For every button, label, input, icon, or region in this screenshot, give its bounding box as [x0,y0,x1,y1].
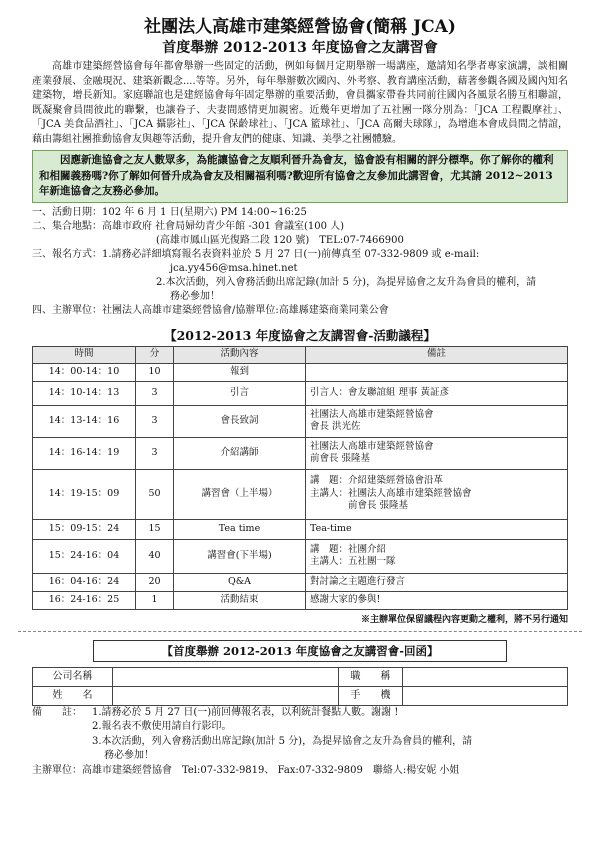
note-3: 3.本次活動，列入會務活動出席記錄(加計 5 分)，為提昇協會之友升為會員的權利，請 [92,735,473,747]
signup-step-2-cont: 務必參加！ [170,290,220,302]
host-value: 社團法人高雄市建築經營協會/協辦單位:高雄縣建築商業同業公會 [102,304,389,316]
row-item: 活動結束 [174,591,306,609]
row-min: 3 [136,381,174,405]
info-venue [32,220,568,234]
table-row [33,363,568,381]
mobile-label: 手 機 [339,686,403,705]
row-time: 15：24-16：04 [33,539,136,573]
document-subtitle: 首度舉辦 2012-2013 年度協會之友講習會 [162,40,438,56]
date-label: 一、活動日期： [32,206,102,218]
host-label: 四、主辦單位： [32,304,102,316]
row-time: 15：09-15：24 [33,519,136,539]
row-min: 15 [136,519,174,539]
date-value: 102 年 6 月 1 日(星期六) PM 14:00~16:25 [102,206,307,218]
row-min: 1 [136,591,174,609]
position-label: 職 稱 [339,667,403,686]
row-item: 報到 [174,363,306,381]
mobile-field[interactable] [403,686,568,705]
row-note [306,405,568,437]
row-note-line: 講 題：介紹建築經營協會沿革 [310,475,444,487]
reply-notes [32,706,568,779]
row-min: 40 [136,539,174,573]
info-signup [32,248,568,262]
reply-form [32,667,568,706]
row-note-line: 前會長 張隆基 [310,453,371,464]
row-item: 介紹講師 [174,437,306,469]
row-item: 講習會（上半場） [174,469,306,519]
row-time: 14：19-15：09 [33,469,136,519]
note-2: 2.報名表不敷使用請自行影印。 [92,721,232,732]
row-note [306,363,568,381]
signup-step-1: 1.請務必詳細填寫報名表資料並於 5 月 27 日(一)前傳真至 07-332-9809 或 e-mail: [102,248,480,260]
table-row [33,573,568,591]
row-note [306,469,568,519]
info-date [32,206,568,220]
agenda-header-row [33,346,568,363]
name-label: 姓 名 [33,686,113,705]
table-row [33,405,568,437]
row-note: 感謝大家的參與! [306,591,568,609]
row-min: 10 [136,363,174,381]
row-note-line: 社團法人高雄市建築經營協會 [310,408,434,420]
info-host [32,304,568,318]
row-note [306,437,568,469]
row-item: 講習會(下半場) [174,539,306,573]
agenda-footnote: ※主辦單位保留議程內容更動之權利，將不另行通知 [360,614,568,625]
row-time: 14：13-14：16 [33,405,136,437]
reply-host-line: 主辦單位：高雄市建築經營協會 Tel:07-332-9819、 Fax:07-332-9809 聯絡人:楊安妮 小姐 [32,764,460,776]
name-field[interactable] [113,686,339,705]
notice-box: 因應新進協會之友人數眾多，為能讓協會之友順利晉升為會友，協會設有相關的評分標準。你了解你的權利和相關義務嗎?你了解如何晉升成為會友及相關福利嗎?歡迎所有協會之友參加此講習會，尤其請 2012~2013 年新進協會之友務必參加。 [32,150,568,203]
row-item: Tea time [174,519,306,539]
notes-label: 備 註： [32,706,82,718]
table-row [33,437,568,469]
row-note-line: 講 題：社團介紹 [310,543,387,555]
reply-title: 【首度舉辦 2012-2013 年度協會之友講習會-回函】 [93,640,507,662]
row-time: 16：04-16：24 [33,573,136,591]
signup-step-2: 2.本次活動，列入會務活動出席記錄(加計 5 分)，為提昇協會之友升為會員的權利，請 [156,276,537,288]
row-note: 對討論之主題進行發言 [306,573,568,591]
company-field[interactable] [113,667,339,686]
row-time: 14：16-14：19 [33,437,136,469]
venue-address: (高雄市鳳山區光復路二段 120 號) TEL:07-7466900 [156,234,404,246]
agenda-header-note: 備註 [306,346,568,363]
reply-row-company [33,667,568,686]
row-item: 會長致詞 [174,405,306,437]
company-label: 公司名稱 [33,667,113,686]
table-row [33,591,568,609]
row-note-line: 前會長 張隆基 [310,500,409,512]
event-info [32,206,568,318]
signup-email[interactable]: jca.yy456@msa.hinet.net [170,262,298,274]
note-1: 1.請務必於 5 月 27 日(一)前回傳報名表，以利統計餐點人數。謝謝 ! [92,706,399,718]
row-time: 14：00-14：10 [33,363,136,381]
row-note: Tea-time [306,519,568,539]
note-3-cont: 務必參加！ [104,750,154,761]
table-row [33,469,568,519]
row-note-line: 主講人：五社團一隊 [310,556,396,567]
row-min: 3 [136,437,174,469]
row-min: 50 [136,469,174,519]
row-time: 14：10-14：13 [33,381,136,405]
agenda-header-time: 時間 [33,346,136,363]
row-note [306,539,568,573]
table-row [33,381,568,405]
row-min: 3 [136,405,174,437]
row-time: 16：24-16：25 [33,591,136,609]
row-note: 引言人：會友聯誼組 理事 黃証彥 [306,381,568,405]
venue-value: 高雄市政府 社會局婦幼青少年館 -301 會議室(100 人) [102,220,345,232]
row-note-line: 會長 洪光佐 [310,421,361,432]
reply-row-name [33,686,568,705]
row-item: Q&A [174,573,306,591]
intro-paragraph: 高雄市建築經營協會每年都會舉辦一些固定的活動，例如每個月定期舉辦一場講座，邀請知名學者專家演講，談相關產業發展、金融現況、建築新觀念....等等。另外，每年舉辦數次國內、外考察、教育講座活動，藉著參觀各國及國內知名建築物，增長新知。家庭聯誼也是建經協會每年固定舉辦的重要活動，會員攜家帶眷共同前往國內各風景名勝互相聯誼，既凝聚會員間彼此的聯繫，也讓眷子、夫妻間感情更加親密。近幾年更增加了五社團一隊分別為：「JCA 工程觀摩社」、「JCA 美食品酒社」、「JCA 攝影社」、「JCA 保齡球社」、「JCA 籃球社」、「JCA 高爾夫球隊」，為增進本會成員間之情誼，藉由籌組社團推動協會友與趣等活動，提升會友們的健康、知識、美學之社團體驗。 [32,61,568,145]
agenda-table [32,346,568,610]
row-note-line: 社團法人高雄市建築經營協會 [310,440,434,452]
agenda-header-min: 分 [136,346,174,363]
row-note-line: 主講人：社團法人高雄市建築經營協會 [310,487,472,499]
signup-label: 三、報名方式： [32,248,102,260]
document-title: 社團法人高雄市建築經營協會(簡稱 JCA) [144,17,456,37]
row-min: 20 [136,573,174,591]
note-line-1 [32,706,568,721]
table-row [33,519,568,539]
agenda-title: 【2012-2013 年度協會之友講習會-活動議程】 [164,327,436,343]
agenda-header-item: 活動內容 [174,346,306,363]
table-row [33,539,568,573]
cut-line [18,631,582,632]
row-item: 引言 [174,381,306,405]
venue-label: 二、集合地點： [32,220,102,232]
position-field[interactable] [403,667,568,686]
